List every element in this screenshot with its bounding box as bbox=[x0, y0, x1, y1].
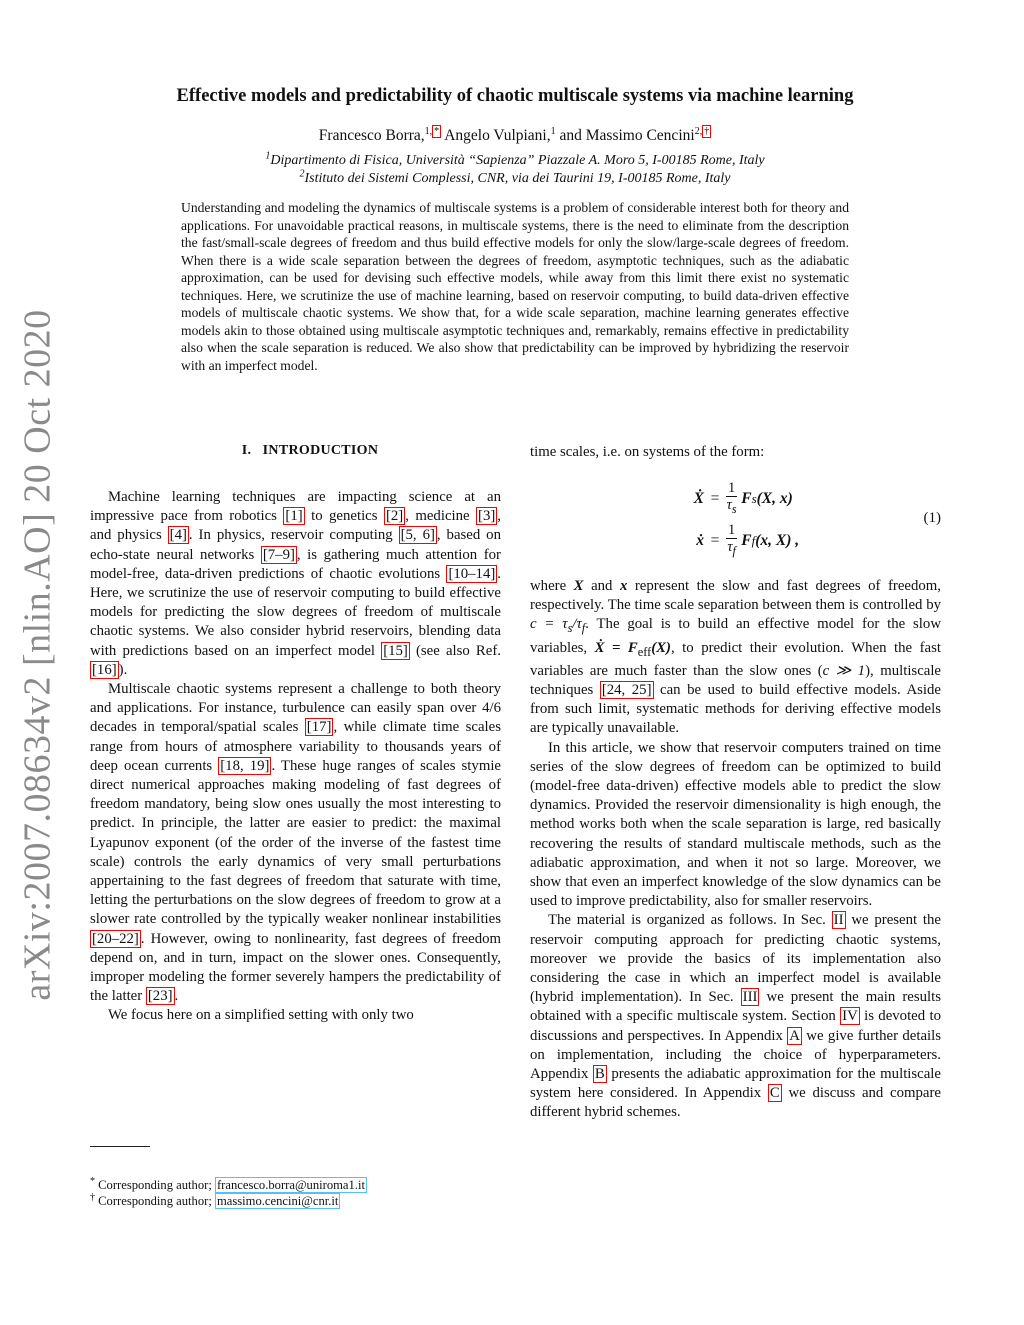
equation-line: Ẋ = $\frac{1}{\tau_s}$ F s (X, x) bbox=[693, 480, 793, 516]
appendix-link[interactable]: A bbox=[789, 1027, 800, 1044]
citation-link[interactable]: [3] bbox=[478, 508, 496, 525]
footnote: * Corresponding author; francesco.borra@uniroma1.it bbox=[90, 1175, 365, 1192]
citation-link[interactable]: [23] bbox=[147, 988, 173, 1005]
citation-link[interactable]: [15] bbox=[383, 642, 408, 659]
paragraph: We focus here on a simplified setting with only two bbox=[108, 1007, 414, 1024]
citation-link[interactable]: [5, 6] bbox=[400, 527, 435, 544]
section-link[interactable]: IV bbox=[842, 1008, 858, 1025]
right-column bbox=[530, 577, 941, 1123]
citation-link[interactable]: [7–9] bbox=[262, 546, 295, 563]
citation-link[interactable]: [1] bbox=[285, 508, 303, 525]
citation-link[interactable]: [4] bbox=[169, 527, 187, 544]
equation-number: (1) bbox=[923, 510, 941, 526]
paragraph: In this article, we show that reservoir computers trained on time series of the slow degrees of freedom can be optimized to build (model-free data-driven) effective models able to predict the slow dynamics. Provided the reservoir dimensionality is high enough, the method works both when the scale separation is large, red basically recovering the results of standard multiscale methods, such as the adiabatic approximation, and when it not so large. Moreover, we show that even an imperfect knowledge of the slow dynamics can be used to improve predictability, also for smaller reservoirs. bbox=[530, 739, 941, 910]
citation-link[interactable]: [10–14] bbox=[448, 565, 496, 582]
footnote-link[interactable]: * bbox=[434, 125, 440, 137]
footnote: † Corresponding author; massimo.cencini@cnr.it bbox=[90, 1191, 339, 1208]
appendix-link[interactable]: C bbox=[769, 1085, 780, 1102]
citation-link[interactable]: [16] bbox=[92, 661, 117, 678]
email-link[interactable]: massimo.cencini@cnr.it bbox=[216, 1194, 339, 1208]
section-link[interactable]: III bbox=[742, 989, 758, 1006]
affiliation: $^2$Istituto dei Sistemi Complessi, CNR, via dei Taurini 19, I-00185 Rome, Italy bbox=[299, 168, 731, 186]
affiliation: $^1$Dipartimento di Fisica, Università “Sapienza” Piazzale A. Moro 5, I-00185 Rome, Italy bbox=[265, 150, 765, 168]
abstract: Understanding and modeling the dynamics of multiscale systems is a problem of considerable interest both for theory and applications. For unavoidable practical reasons, in multiscale systems, there is the need to eliminate from the description the fast/small-scale degrees of freedom and thus build effective models for only the slow/large-scale degrees of freedom. When there is a wide scale separation between the degrees of freedom, asymptotic techniques, such as the adiabatic approximation, can be used for devising such effective models, while away from this limit there exist no systematic techniques. Here, we scrutinize the use of machine learning, based on reservoir computing, to build data-driven effective models of multiscale chaotic systems. We show that, for a wide scale separation, machine learning generates effective models akin to those obtained using multiscale asymptotic techniques and, remarkably, remains effective in predictability also when the scale separation is reduced. We also show that predictability can be improved by hybridizing the reservoir with an imperfect model. bbox=[181, 200, 849, 373]
equation-line: ẋ = $\frac{1}{\tau_f}$ F f (x, X) , bbox=[696, 522, 800, 558]
left-column bbox=[90, 488, 501, 1026]
citation-link[interactable]: [20–22] bbox=[92, 930, 139, 947]
arxiv-stamp: arXiv:2007.08634v2 [nlin.AO] 20 Oct 2020 bbox=[17, 309, 60, 1001]
right-column-intro bbox=[530, 443, 941, 462]
paragraph: Multiscale chaotic systems represent a challenge to both theory and applications. For instance, turbulence can easily span over 4/6 decades in temporal/spatial scales [17] , while climate time scales range from hours of atmosphere variability to thousands years of deep ocean currents [18, 19] . These huge ranges of scales stymie direct numerical approaches making modeling of fast degrees of freedom mandatory, being slow ones usually the most interesting to predict. In principle, the latter are easier to predict: the maximal Lyapunov exponent (of the order of the inverse of the fastest time scale) controls the early dynamics of very small perturbations appertaining to the fast degrees of freedom that saturate with time, letting the perturbations on the slow degrees of freedom to grow at a slower rate controlled by the typically weaker nonlinear instabilities [20–22] . However, owing to nonlinearity, fast degrees of freedom depend on, and in turn, impact on the slower ones. Consequently, improper modeling the former severely hampers the predictability of the latter [23] . bbox=[90, 681, 502, 1005]
citation-link[interactable]: [2] bbox=[385, 508, 404, 525]
paragraph: The material is organized as follows. In Sec. II we present the reservoir computing approach for predicting chaotic systems, moreover we provide the basics of its implementation also considering the case in which an imperfect model is available (hybrid implementation). In Sec. III we present the main results obtained with a specific multiscale system. Section IV is devoted to discussions and perspectives. In Appendix A we give further details on implementation, including the choice of hyperparameters. Appendix B presents the adiabatic approximation for the multiscale system here considered. In Appendix C we discuss and compare different hybrid schemes. bbox=[530, 912, 941, 1121]
section-link[interactable]: II bbox=[833, 912, 844, 929]
paragraph: time scales, i.e. on systems of the form: bbox=[530, 444, 765, 460]
paper-title: Effective models and predictability of chaotic multiscale systems via machine learning bbox=[176, 86, 854, 106]
email-link[interactable]: francesco.borra@uniroma1.it bbox=[216, 1178, 365, 1192]
citation-link[interactable]: [24, 25] bbox=[601, 681, 652, 698]
citation-link[interactable]: [18, 19] bbox=[220, 757, 270, 774]
author-name: Angelo Vulpiani, bbox=[444, 127, 551, 144]
author-name: Francesco Borra, bbox=[318, 127, 425, 144]
section-heading: I. INTRODUCTION bbox=[241, 443, 379, 458]
paragraph: Machine learning techniques are impacting science at an impressive pace from robotics [1] to genetics [2] , medicine [3] , and physics [4] . In physics, reservoir computing [5, 6] , based on echo-state neural networks [7–9] , is gathering much attention for model-free, data-driven predictions of chaotic evolutions [10–14] . Here, we scrutinize the use of reservoir computing to build effective models for predicting the slow degrees of freedom of multiscale chaotic systems. We also consider hybrid reservoirs, blending data with predictions based on an imperfect model [15] (see also Ref. [16] ). bbox=[90, 489, 501, 678]
footnote-divider bbox=[90, 1146, 150, 1147]
citation-link[interactable]: [17] bbox=[306, 719, 332, 736]
author-list: Francesco Borra,$^{1, *}$ Angelo Vulpiani,$^1$ and Massimo Cencini$^{2, \dagger}$ bbox=[318, 125, 710, 144]
paragraph: where X and x represent the slow and fast degrees of freedom, respectively. The time scale separation between them is controlled by $c = \tau_s/\tau_f$. The goal is to build an effective model for the slow variables, Ẋ = $F_{eff}(X)$, to predict their evolution. When the fast variables are much faster than the slow ones (c ≫ 1), multiscale techniques [24, 25] can be used to build effective models. Aside from such limit, systematic methods for deriving effective models are typically unavailable. bbox=[530, 578, 942, 737]
appendix-link[interactable]: B bbox=[594, 1065, 605, 1082]
equation-1 bbox=[530, 478, 941, 560]
author-name: and Massimo Cencini bbox=[559, 127, 695, 144]
footnote-link[interactable]: † bbox=[704, 125, 710, 137]
